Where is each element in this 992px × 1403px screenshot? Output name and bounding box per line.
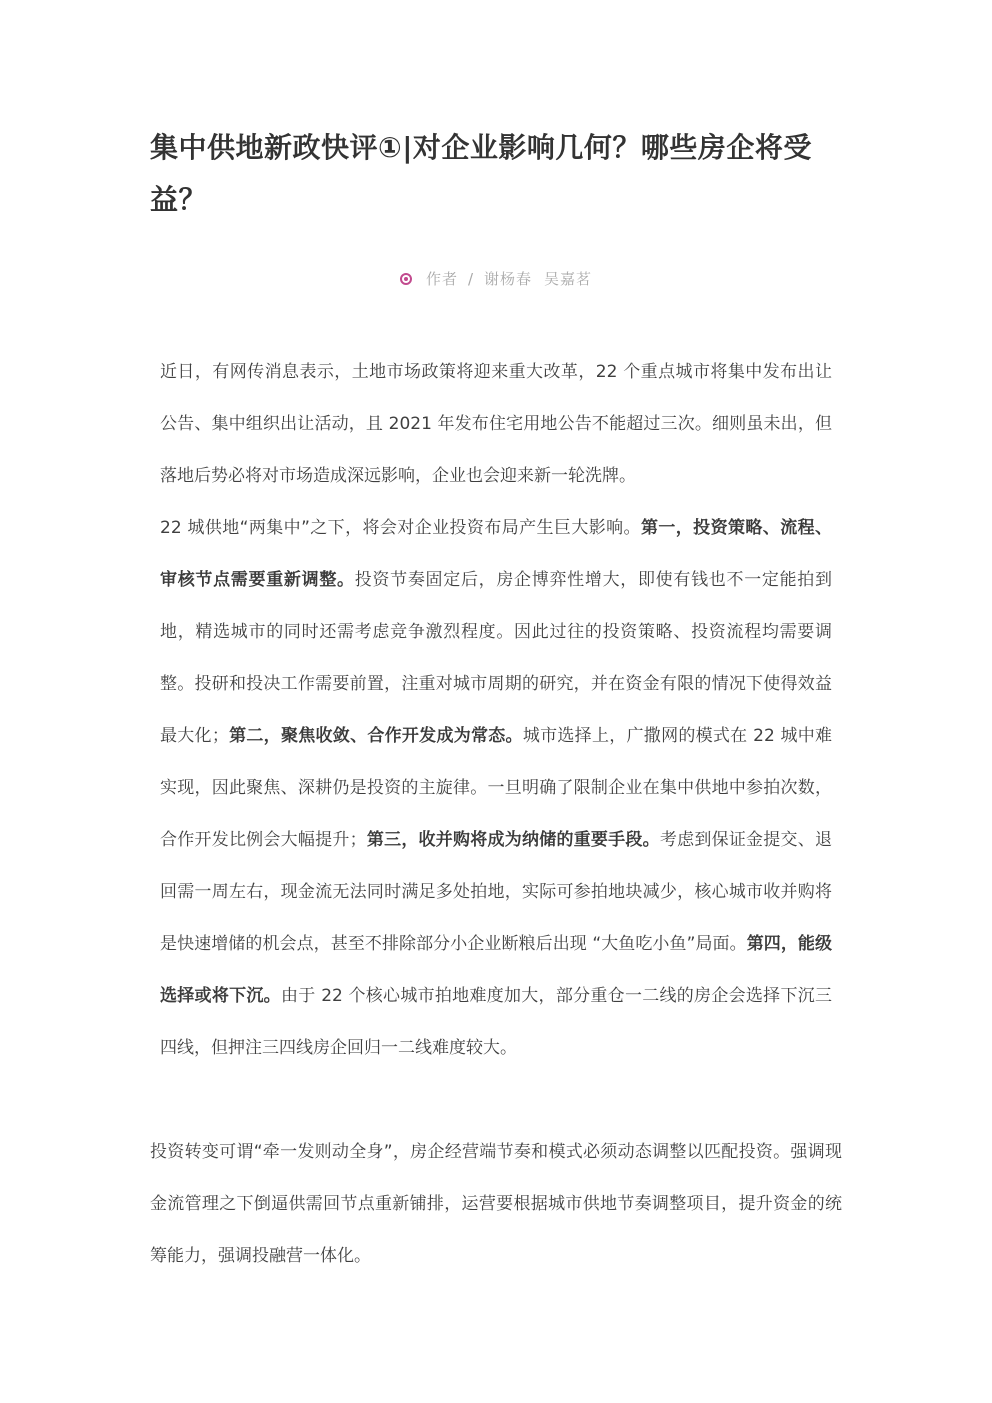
- byline-separator: /: [467, 270, 475, 288]
- paragraph-3-text: 投资转变可谓“牵一发则动全身”，房企经营端节奏和模式必须动态调整以匹配投资。强调现金流管理之下倒逼供需回节点重新铺排，运营要根据城市供地节奏调整项目，提升资金的统筹能力，强调投融营一体化。: [150, 1142, 842, 1266]
- point-four-heading: 第四，能级选择或将下沉。: [160, 934, 832, 1006]
- point-two-heading: 第二，聚焦收敛、合作开发成为常态。: [228, 726, 523, 746]
- point-three-heading: 第三，收并购将成为纳储的重要手段。: [366, 830, 660, 850]
- article-body-full: [150, 1126, 842, 1282]
- byline-label: 作者: [425, 270, 458, 288]
- byline-author-1: 谢杨春: [484, 270, 533, 288]
- article-title: 集中供地新政快评①|对企业影响几何？哪些房企将受益？: [150, 131, 812, 216]
- paragraph-2: [160, 502, 832, 1074]
- paragraph-3: [150, 1126, 842, 1282]
- point-one-heading: 第一，投资策略、流程、审核节点需要重新调整。: [160, 518, 833, 590]
- paragraph-1: [160, 346, 832, 502]
- paragraph-2-text-3: 城市选择上，广撒网的模式在 22 城中难实现，因此聚焦、深耕仍是投资的主旋律。一旦明确了限制企业在集中供地中参拍次数，合作开发比例会大幅提升；: [160, 726, 833, 850]
- paragraph-2-text-5: 由于 22 个核心城市拍地难度加大，部分重仓一二线的房企会选择下沉三四线，但押注三四线房企回归一二线难度较大。: [160, 986, 832, 1058]
- article-byline: [0, 268, 992, 290]
- paragraph-2-text-4: 考虑到保证金提交、退回需一周左右，现金流无法同时满足多处拍地，实际可参拍地块减少，核心城市收并购将是快速增储的机会点，甚至不排除部分小企业断粮后出现 “大鱼吃小鱼”局面。: [160, 830, 833, 954]
- author-icon: [400, 273, 412, 285]
- byline-author-2: 吴嘉茗: [544, 270, 593, 288]
- paragraph-1-text: 近日，有网传消息表示，土地市场政策将迎来重大改革，22 个重点城市将集中发布出让公告、集中组织出让活动，且 2021 年发布住宅用地公告不能超过三次。细则虽未出，但落地后势必将对市场造成深远影响，企业也会迎来新一轮洗牌。: [160, 362, 832, 486]
- article-body-indented: [160, 346, 832, 1074]
- paragraph-2-text-2: 投资节奏固定后，房企博弈性增大，即使有钱也不一定能拍到地，精选城市的同时还需考虑竞争激烈程度。因此过往的投资策略、投资流程均需要调整。投研和投决工作需要前置，注重对城市周期的研究，并在资金有限的情况下使得效益最大化；: [160, 570, 833, 746]
- paragraph-2-text-1: 22 城供地“两集中”之下，将会对企业投资布局产生巨大影响。: [160, 518, 641, 538]
